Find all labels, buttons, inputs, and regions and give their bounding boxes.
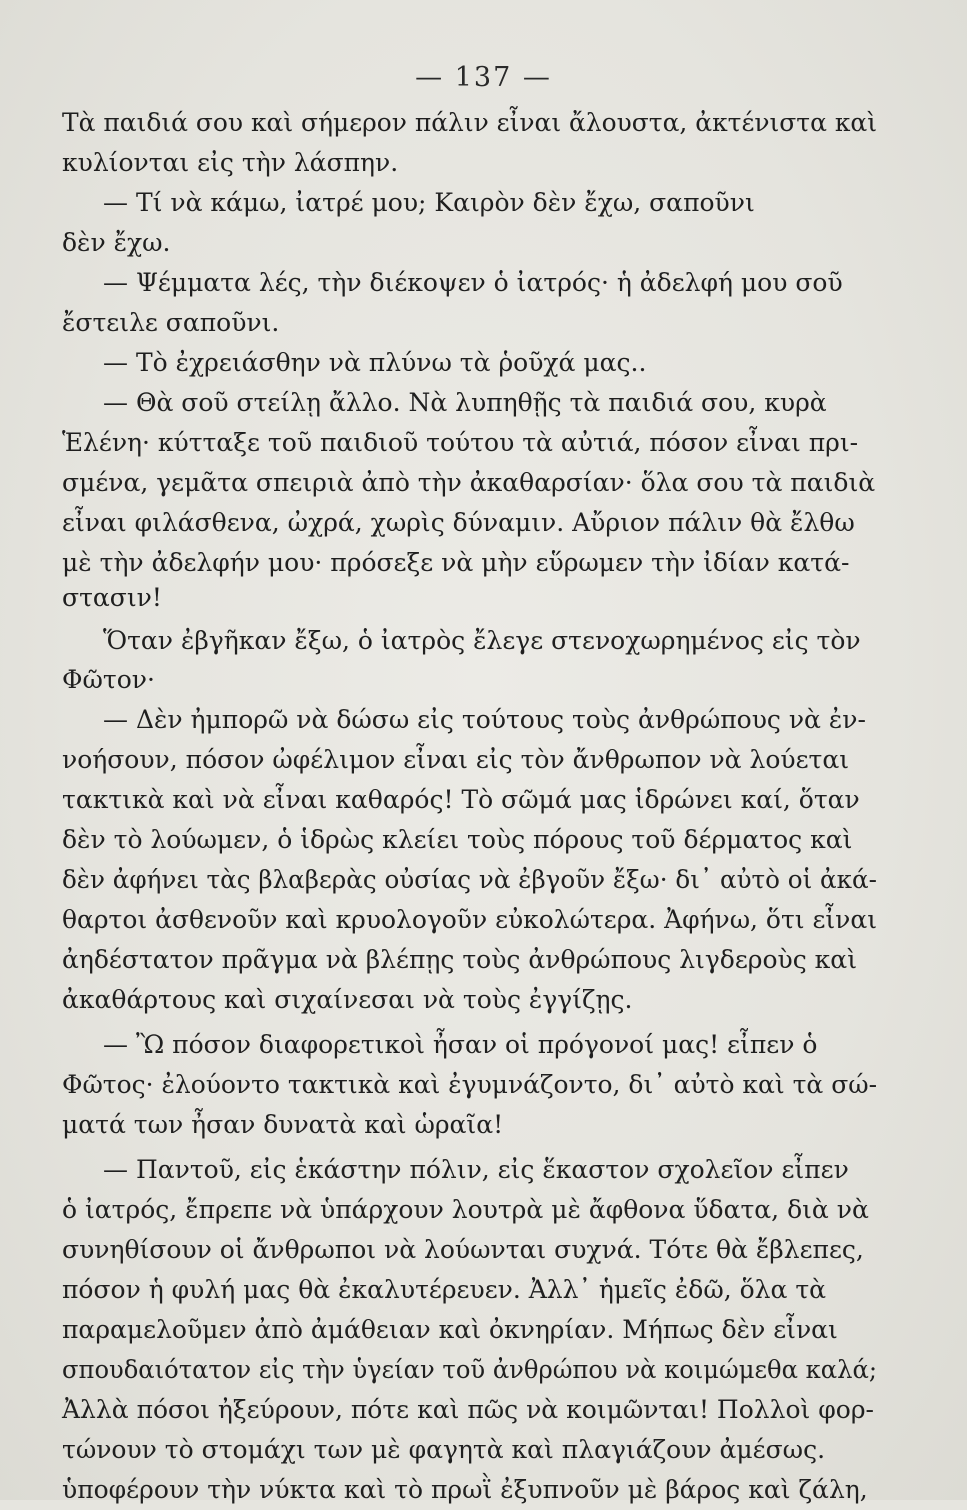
text-line: κυλίονται εἰς τὴν λάσπην. [62, 148, 399, 177]
text-line: πόσον ἡ φυλή μας θὰ ἐκαλυτέρευεν. Ἀλλ᾿ ἡμεῖς ἐδῶ, ὅλα τὰ [62, 1275, 827, 1304]
text-line: — Παντοῦ, εἰς ἑκάστην πόλιν, εἰς ἕκαστον σχολεῖον εἶπεν [103, 1155, 849, 1184]
text-line: παραμελοῦμεν ἀπὸ ἀμάθειαν καὶ ὀκνηρίαν. Μήπως δὲν εἶναι [62, 1315, 838, 1344]
text-line: Ἑλένη· κύτταξε τοῦ παιδιοῦ τούτου τὰ αὐτιά, πόσον εἶναι πρι- [62, 428, 859, 457]
page-number: — 137 — [415, 62, 552, 93]
text-line: — Δὲν ἠμπορῶ νὰ δώσω εἰς τούτους τοὺς ἀνθρώπους νὰ ἐν- [103, 705, 866, 734]
text-line: ἔστειλε σαποῦνι. [62, 308, 280, 337]
text-line: δὲν τὸ λούωμεν, ὁ ἱδρὼς κλείει τοὺς πόρους τοῦ δέρματος καὶ [62, 825, 853, 854]
text-line: μὲ τὴν ἀδελφήν μου· πρόσεξε νὰ μὴν εὕρωμεν τὴν ἰδίαν κατά- [62, 548, 850, 577]
text-line: Ἀλλὰ πόσοι ἠξεύρουν, πότε καὶ πῶς νὰ κοιμῶνται! Πολλοὶ φορ- [62, 1395, 874, 1424]
text-line: σπουδαιότατον εἰς τὴν ὑγείαν τοῦ ἀνθρώπου νὰ κοιμώμεθα καλά; [62, 1355, 877, 1384]
text-line: νοήσουν, πόσον ὠφέλιμον εἶναι εἰς τὸν ἄνθρωπον νὰ λούεται [62, 745, 850, 774]
text-line: συνηθίσουν οἱ ἄνθρωποι νὰ λούωνται συχνά. Τότε θὰ ἔβλεπες, [62, 1235, 864, 1264]
text-line: Φῶτον· [62, 665, 155, 694]
text-line: — Ὢ πόσον διαφορετικοὶ ἦσαν οἱ πρόγονοί μας! εἶπεν ὁ [103, 1030, 818, 1059]
text-line: — Τὸ ἐχρειάσθην νὰ πλύνω τὰ ῥοῦχά μας.. [103, 348, 647, 377]
text-line: ἀκαθάρτους καὶ σιχαίνεσαι νὰ τοὺς ἐγγίζῃς. [62, 985, 633, 1014]
text-line: Φῶτος· ἐλούοντο τακτικὰ καὶ ἐγυμνάζοντο, δι᾿ αὐτὸ καὶ τὰ σώ- [62, 1070, 878, 1099]
text-line: δὲν ἀφήνει τὰς βλαβερὰς οὐσίας νὰ ἐβγοῦν ἔξω· δι᾿ αὐτὸ οἱ ἀκά- [62, 865, 877, 894]
text-line: τακτικὰ καὶ νὰ εἶναι καθαρός! Τὸ σῶμά μας ἱδρώνει καί, ὅταν [62, 785, 860, 814]
text-line: ματά των ἦσαν δυνατὰ καὶ ὡραῖα! [62, 1110, 504, 1139]
text-line: Ὅταν ἐβγῆκαν ἔξω, ὁ ἰατρὸς ἔλεγε στενοχωρημένος εἰς τὸν [103, 626, 861, 655]
text-line: — Θὰ σοῦ στείλῃ ἄλλο. Νὰ λυπηθῇς τὰ παιδιά σου, κυρὰ [103, 388, 827, 417]
text-line: ἀηδέστατον πρᾶγμα νὰ βλέπῃς τοὺς ἀνθρώπους λιγδεροὺς καὶ [62, 945, 857, 974]
text-line: σμένα, γεμᾶτα σπειριὰ ἀπὸ τὴν ἀκαθαρσίαν· ὅλα σου τὰ παιδιὰ [62, 468, 876, 497]
text-line: ὁ ἰατρός, ἔπρεπε νὰ ὑπάρχουν λουτρὰ μὲ ἄφθονα ὕδατα, διὰ νὰ [62, 1195, 869, 1224]
text-line: — Τί νὰ κάμω, ἰατρέ μου; Καιρὸν δὲν ἔχω, σαποῦνι [103, 188, 755, 217]
text-line: θαρτοι ἀσθενοῦν καὶ κρυολογοῦν εὐκολώτερα. Ἀφήνω, ὅτι εἶναι [62, 905, 877, 934]
text-line: Τὰ παιδιά σου καὶ σήμερον πάλιν εἶναι ἄλουστα, ἀκτένιστα καὶ [62, 108, 878, 137]
text-line: — Ψέμματα λές, τὴν διέκοψεν ὁ ἰατρός· ἡ ἀδελφή μου σοῦ [103, 268, 843, 297]
text-line: τώνουν τὸ στομάχι των μὲ φαγητὰ καὶ πλαγιάζουν ἀμέσως. [62, 1435, 826, 1464]
text-line: εἶναι φιλάσθενα, ὠχρά, χωρὶς δύναμιν. Αὔριον πάλιν θὰ ἔλθω [62, 508, 855, 537]
text-line: ὑποφέρουν τὴν νύκτα καὶ τὸ πρωῒ ἐξυπνοῦν μὲ βάρος καὶ ζάλη, [62, 1475, 868, 1504]
text-line: δὲν ἔχω. [62, 228, 171, 257]
text-line: στασιν! [62, 583, 162, 612]
